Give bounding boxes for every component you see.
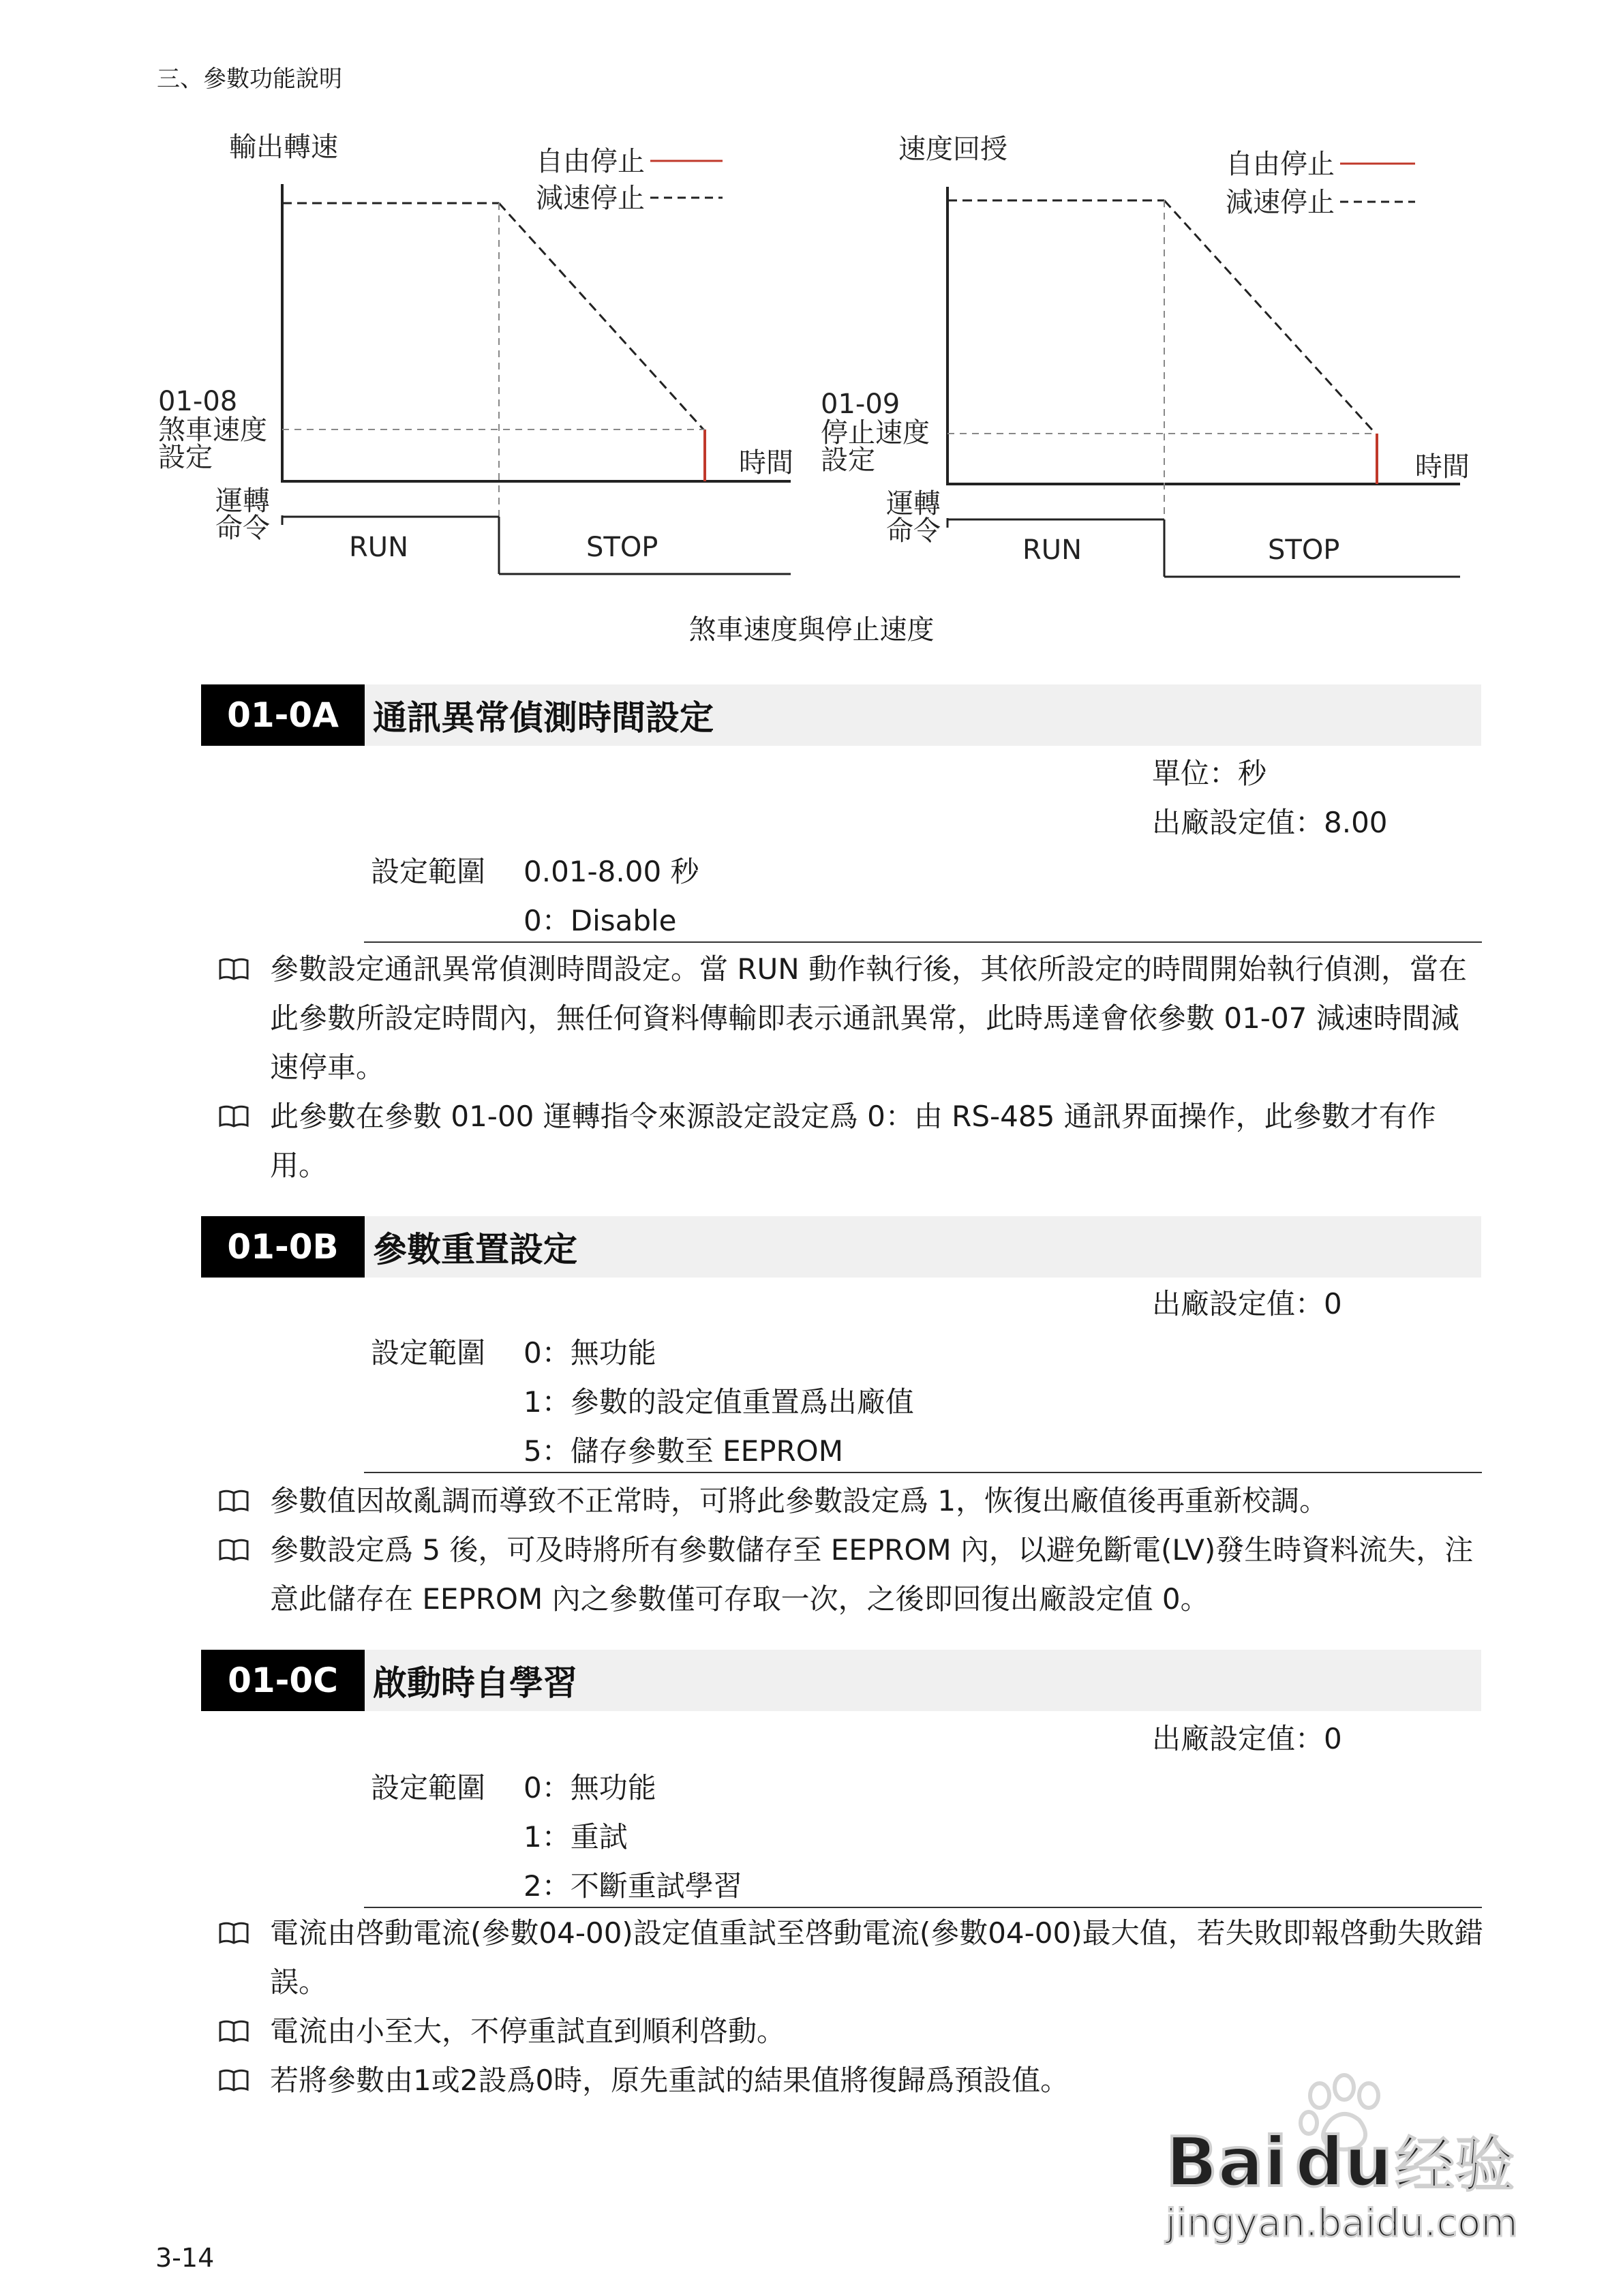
left-chart xyxy=(158,132,793,574)
param-code: 01-0B xyxy=(201,1216,365,1278)
left-cmd-label-1: 運轉 xyxy=(215,485,270,517)
section-header: 三、參數功能說明 xyxy=(157,65,342,93)
speed-charts-figure xyxy=(0,116,1623,593)
left-level-param: 01-08 xyxy=(158,386,238,417)
right-x-label: 時間 xyxy=(1415,451,1470,483)
param-unit: 單位：秒 xyxy=(1152,757,1267,790)
left-legend-free: 自由停止 xyxy=(536,146,645,177)
range-label: 設定範圍 xyxy=(371,1336,486,1370)
right-y-label: 速度回授 xyxy=(898,134,1007,165)
book-icon xyxy=(218,2007,252,2044)
range-item: 0：Disable xyxy=(524,904,677,937)
left-stop-label: STOP xyxy=(586,532,658,563)
left-legend-decel: 減速停止 xyxy=(536,183,645,214)
watermark-url: jingyan.baidu.com xyxy=(1166,2201,1518,2246)
param-code: 01-0C xyxy=(201,1650,365,1711)
figure-caption: 煞車速度與停止速度 xyxy=(688,614,935,646)
param-factory-default: 出廠設定值：0 xyxy=(1152,1287,1342,1320)
left-decel-ramp xyxy=(499,203,703,429)
left-run-label: RUN xyxy=(349,532,408,563)
divider xyxy=(364,941,1482,943)
param-header-01-0B xyxy=(201,1216,1481,1278)
divider xyxy=(364,1472,1482,1473)
range-item: 5：儲存參數至 EEPROM xyxy=(524,1434,843,1468)
right-run-label: RUN xyxy=(1022,534,1082,566)
book-icon xyxy=(218,945,252,982)
right-level-label-1: 停止速度 xyxy=(821,417,930,449)
note-item: 電流由小至大，不停重試直到順利啓動。 xyxy=(218,2007,1486,2056)
range-item: 0：無功能 xyxy=(524,1771,656,1804)
page-number: 3-14 xyxy=(155,2243,215,2273)
watermark-brand2: du xyxy=(1295,2122,1393,2202)
right-level-label-2: 設定 xyxy=(821,444,875,476)
right-chart xyxy=(821,134,1470,577)
param-header-01-0A xyxy=(201,684,1481,746)
watermark-cn: 经验 xyxy=(1395,2130,1515,2200)
left-y-label: 輸出轉速 xyxy=(229,132,338,163)
param-code: 01-0A xyxy=(201,684,365,746)
right-cmd-label-2: 命令 xyxy=(886,515,941,547)
range-label: 設定範圍 xyxy=(371,1771,486,1804)
note-item: 電流由啓動電流(參數04-00)設定值重試至啓動電流(參數04-00)最大值，若失敗即報啓動失敗錯誤。 xyxy=(218,1909,1486,2007)
note-item: 參數值因故亂調而導致不正常時，可將此參數設定爲 1，恢復出廠值後再重新校調。 xyxy=(218,1477,1486,1526)
book-icon xyxy=(218,1477,252,1513)
book-icon xyxy=(218,2056,252,2093)
left-level-label-2: 設定 xyxy=(158,442,213,473)
left-level-label-1: 煞車速度 xyxy=(158,414,267,446)
range-item: 1：重試 xyxy=(524,1820,628,1854)
range-item: 1：參數的設定值重置爲出廠值 xyxy=(524,1385,914,1419)
param-title: 啟動時自學習 xyxy=(373,1663,577,1703)
book-icon xyxy=(218,1092,252,1129)
note-item: 參數設定通訊異常偵測時間設定。當 RUN 動作執行後，其依所設定的時間開始執行偵測，當在此參數所設定時間內，無任何資料傳輸即表示通訊異常，此時馬達會依參數 01-07 減速時間減速停車。 xyxy=(218,945,1486,1092)
left-cmd-label-2: 命令 xyxy=(215,513,270,544)
param-header-01-0C xyxy=(201,1650,1481,1711)
range-label: 設定範圍 xyxy=(371,855,486,888)
range-item: 0：無功能 xyxy=(524,1336,656,1370)
note-item: 此參數在參數 01-00 運轉指令來源設定設定爲 0：由 RS-485 通訊界面操作，此參數才有作用。 xyxy=(218,1092,1486,1190)
note-item: 參數設定爲 5 後，可及時將所有參數儲存至 EEPROM 內，以避免斷電(LV)發生時資料流失，注意此儲存在 EEPROM 內之參數僅可存取一次，之後即回復出廠設定值 0。 xyxy=(218,1526,1486,1624)
baidu-watermark-logo xyxy=(1152,2072,1554,2250)
note-item: 若將參數由1或2設爲0時，原先重試的結果值將復歸爲預設值。 xyxy=(218,2056,1486,2105)
watermark-brand: Bai xyxy=(1166,2122,1287,2202)
left-x-label: 時間 xyxy=(739,447,793,479)
param-title: 通訊異常偵測時間設定 xyxy=(373,698,714,738)
right-legend-decel: 減速停止 xyxy=(1226,187,1335,218)
right-cmd-label-1: 運轉 xyxy=(886,488,941,519)
book-icon xyxy=(218,1909,252,1946)
param-factory-default: 出廠設定值：0 xyxy=(1152,1722,1342,1755)
right-stop-label: STOP xyxy=(1268,534,1340,566)
divider xyxy=(364,1907,1482,1908)
range-item: 0.01-8.00 秒 xyxy=(524,855,699,888)
right-level-param: 01-09 xyxy=(821,389,900,420)
book-icon xyxy=(218,1526,252,1562)
right-legend-free: 自由停止 xyxy=(1226,149,1335,180)
range-item: 2：不斷重試學習 xyxy=(524,1869,742,1903)
right-decel-ramp xyxy=(1164,200,1376,434)
param-factory-default: 出廠設定值：8.00 xyxy=(1152,806,1388,839)
param-title: 參數重置設定 xyxy=(373,1230,577,1269)
